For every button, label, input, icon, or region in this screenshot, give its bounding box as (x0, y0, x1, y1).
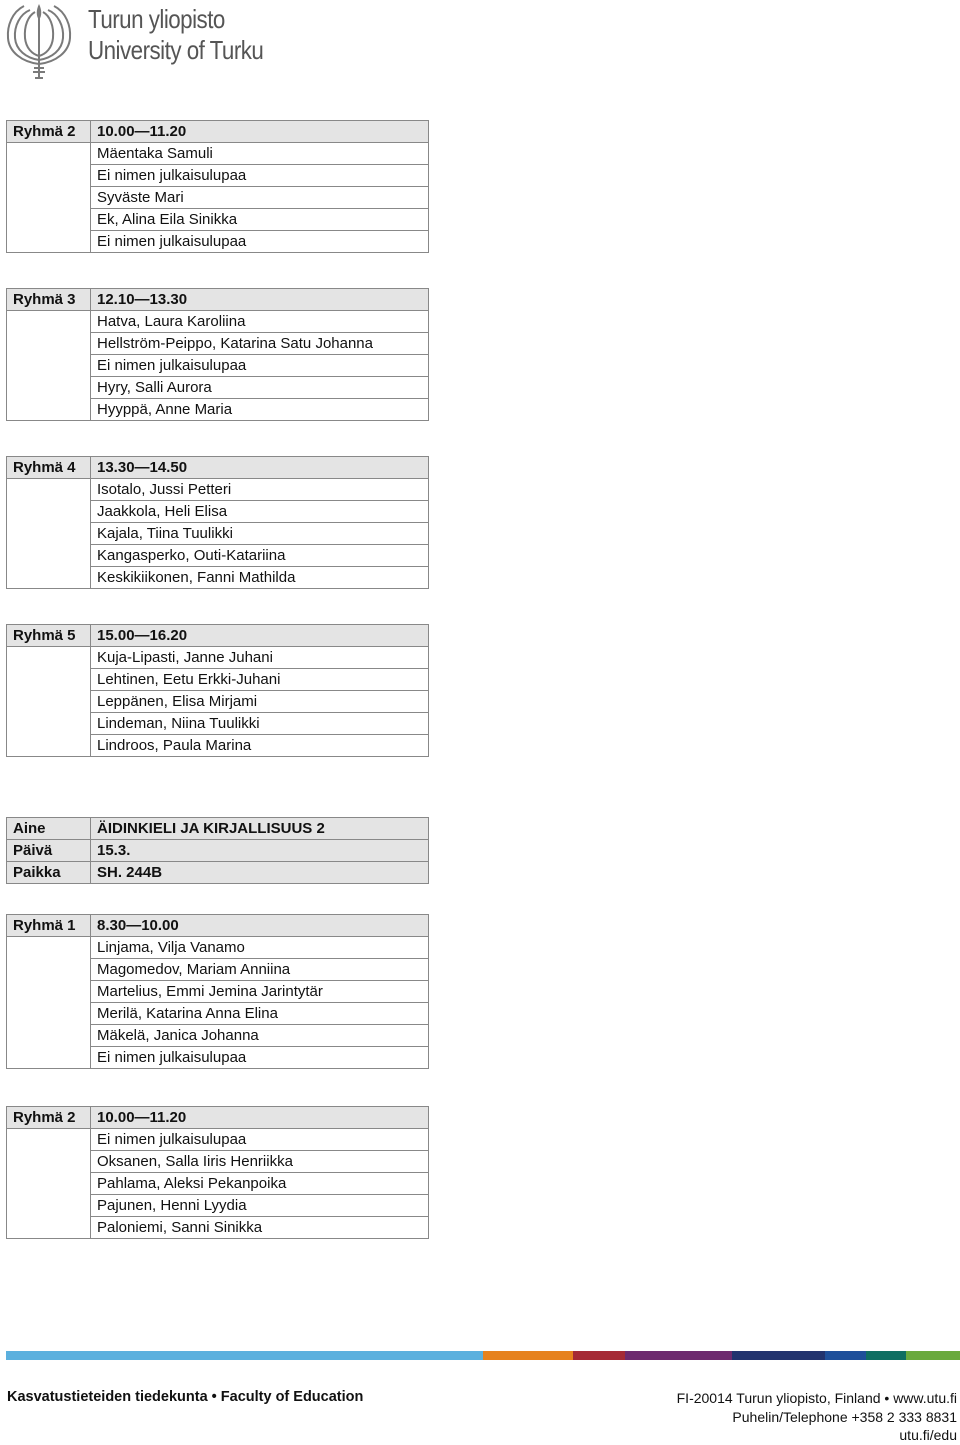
logo-line-finnish: Turun yliopisto (88, 4, 225, 34)
student-name: Jaakkola, Heli Elisa (91, 501, 429, 523)
group-label: Ryhmä 4 (7, 457, 91, 479)
student-row (7, 669, 429, 691)
student-row (7, 209, 429, 231)
empty-cell (7, 669, 91, 691)
student-name: Leppänen, Elisa Mirjami (91, 691, 429, 713)
student-row (7, 1047, 429, 1069)
student-row (7, 1217, 429, 1239)
student-row (7, 545, 429, 567)
color-bar-segment (625, 1351, 732, 1360)
student-row (7, 377, 429, 399)
color-bar-segment (825, 1351, 866, 1360)
empty-cell (7, 399, 91, 421)
empty-cell (7, 231, 91, 253)
empty-cell (7, 377, 91, 399)
student-row (7, 333, 429, 355)
group-table (6, 456, 429, 589)
student-name: Magomedov, Mariam Anniina (91, 959, 429, 981)
student-name: Mäentaka Samuli (91, 143, 429, 165)
student-row (7, 1173, 429, 1195)
subject-label: Aine (7, 818, 91, 840)
empty-cell (7, 143, 91, 165)
student-row (7, 311, 429, 333)
empty-cell (7, 209, 91, 231)
student-name: Hyry, Salli Aurora (91, 377, 429, 399)
empty-cell (7, 647, 91, 669)
student-name: Lehtinen, Eetu Erkki-Juhani (91, 669, 429, 691)
group-time: 12.10—13.30 (91, 289, 429, 311)
student-row (7, 1129, 429, 1151)
student-row (7, 143, 429, 165)
empty-cell (7, 355, 91, 377)
subject-value: ÄIDINKIELI JA KIRJALLISUUS 2 (91, 818, 429, 840)
student-row (7, 713, 429, 735)
student-name: Kuja-Lipasti, Janne Juhani (91, 647, 429, 669)
student-row (7, 1003, 429, 1025)
student-name: Paloniemi, Sanni Sinikka (91, 1217, 429, 1239)
student-row (7, 937, 429, 959)
student-name: Linjama, Vilja Vanamo (91, 937, 429, 959)
empty-cell (7, 545, 91, 567)
color-bar-segment (906, 1351, 960, 1360)
empty-cell (7, 333, 91, 355)
student-row (7, 691, 429, 713)
empty-cell (7, 1047, 91, 1069)
group-table (6, 914, 429, 1069)
group-time: 15.00—16.20 (91, 625, 429, 647)
empty-cell (7, 1217, 91, 1239)
student-name: Ek, Alina Eila Sinikka (91, 209, 429, 231)
empty-cell (7, 501, 91, 523)
group-time: 13.30—14.50 (91, 457, 429, 479)
student-row (7, 1151, 429, 1173)
group-label: Ryhmä 5 (7, 625, 91, 647)
student-row (7, 231, 429, 253)
student-row (7, 399, 429, 421)
group-header-row (7, 289, 429, 311)
group-table (6, 288, 429, 421)
faculty-name: Kasvatustieteiden tiedekunta • Faculty of Education (7, 1389, 364, 1405)
info-row-room (7, 862, 429, 884)
student-name: Mäkelä, Janica Johanna (91, 1025, 429, 1047)
empty-cell (7, 1151, 91, 1173)
student-row (7, 501, 429, 523)
group-header-row (7, 457, 429, 479)
empty-cell (7, 567, 91, 589)
contact-info (677, 1389, 957, 1445)
university-logo (6, 2, 276, 82)
torch-emblem-icon (6, 2, 72, 82)
group-time: 10.00—11.20 (91, 121, 429, 143)
group-time: 10.00—11.20 (91, 1107, 429, 1129)
student-row (7, 735, 429, 757)
color-bar-segment (732, 1351, 825, 1360)
group-table (6, 120, 429, 253)
group-header-row (7, 121, 429, 143)
empty-cell (7, 1025, 91, 1047)
group-label: Ryhmä 2 (7, 121, 91, 143)
student-name: Ei nimen julkaisulupaa (91, 1129, 429, 1151)
student-name: Syväste Mari (91, 187, 429, 209)
student-name: Ei nimen julkaisulupaa (91, 355, 429, 377)
date-value: 15.3. (91, 840, 429, 862)
student-name: Kajala, Tiina Tuulikki (91, 523, 429, 545)
group-header-row (7, 915, 429, 937)
group-header-row (7, 1107, 429, 1129)
student-name: Isotalo, Jussi Petteri (91, 479, 429, 501)
student-name: Keskikiikonen, Fanni Mathilda (91, 567, 429, 589)
student-name: Hatva, Laura Karoliina (91, 311, 429, 333)
empty-cell (7, 735, 91, 757)
empty-cell (7, 523, 91, 545)
student-row (7, 479, 429, 501)
room-label: Paikka (7, 862, 91, 884)
student-name: Oksanen, Salla Iiris Henriikka (91, 1151, 429, 1173)
room-value: SH. 244B (91, 862, 429, 884)
group-time: 8.30—10.00 (91, 915, 429, 937)
student-name: Lindeman, Niina Tuulikki (91, 713, 429, 735)
student-row (7, 1025, 429, 1047)
student-name: Hellström-Peippo, Katarina Satu Johanna (91, 333, 429, 355)
color-bar-segment (483, 1351, 573, 1360)
student-row (7, 647, 429, 669)
empty-cell (7, 479, 91, 501)
student-row (7, 1195, 429, 1217)
student-name: Pahlama, Aleksi Pekanpoika (91, 1173, 429, 1195)
empty-cell (7, 187, 91, 209)
student-row (7, 187, 429, 209)
empty-cell (7, 713, 91, 735)
group-label: Ryhmä 1 (7, 915, 91, 937)
empty-cell (7, 691, 91, 713)
student-name: Pajunen, Henni Lyydia (91, 1195, 429, 1217)
empty-cell (7, 311, 91, 333)
color-bar-segment (6, 1351, 483, 1360)
date-label: Päivä (7, 840, 91, 862)
student-row (7, 355, 429, 377)
student-name: Ei nimen julkaisulupaa (91, 231, 429, 253)
empty-cell (7, 1003, 91, 1025)
empty-cell (7, 165, 91, 187)
group-label: Ryhmä 2 (7, 1107, 91, 1129)
student-name: Merilä, Katarina Anna Elina (91, 1003, 429, 1025)
color-bar-segment (866, 1351, 906, 1360)
course-info-table (6, 817, 429, 884)
empty-cell (7, 981, 91, 1003)
student-name: Ei nimen julkaisulupaa (91, 1047, 429, 1069)
group-table (6, 1106, 429, 1239)
empty-cell (7, 1195, 91, 1217)
empty-cell (7, 1129, 91, 1151)
empty-cell (7, 959, 91, 981)
phone-line: Puhelin/Telephone +358 2 333 8831 (732, 1408, 957, 1425)
student-name: Lindroos, Paula Marina (91, 735, 429, 757)
student-name: Hyyppä, Anne Maria (91, 399, 429, 421)
logo-wordmark (88, 4, 263, 66)
student-name: Martelius, Emmi Jemina Jarintytär (91, 981, 429, 1003)
student-row (7, 959, 429, 981)
student-row (7, 165, 429, 187)
empty-cell (7, 1173, 91, 1195)
info-row-subject (7, 818, 429, 840)
student-row (7, 981, 429, 1003)
address-line: FI-20014 Turun yliopisto, Finland • www.utu.fi (676, 1390, 957, 1406)
group-header-row (7, 625, 429, 647)
logo-line-english: University of Turku (88, 35, 264, 65)
student-name: Ei nimen julkaisulupaa (91, 165, 429, 187)
group-label: Ryhmä 3 (7, 289, 91, 311)
empty-cell (7, 937, 91, 959)
student-row (7, 523, 429, 545)
website-line: utu.fi/edu (899, 1427, 957, 1443)
student-name: Kangasperko, Outi-Katariina (91, 545, 429, 567)
group-table (6, 624, 429, 757)
color-bar-segment (573, 1351, 625, 1360)
info-row-date (7, 840, 429, 862)
student-row (7, 567, 429, 589)
